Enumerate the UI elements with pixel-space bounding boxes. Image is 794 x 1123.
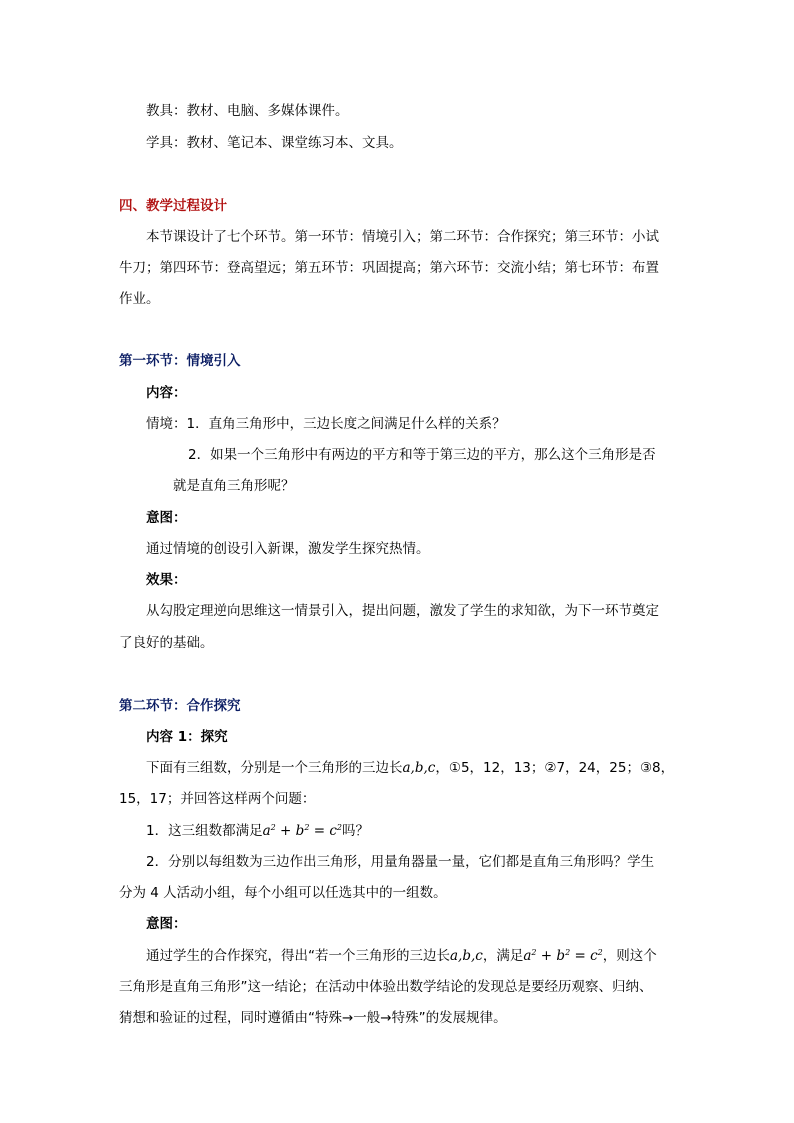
stage1-intent-label: 意图： [146,510,187,526]
section4-intro-line1: 本节课设计了七个环节。第一环节：情境引入；第二环节：合作探究；第三环节：小试 [146,229,659,245]
stage2-intent-line2: 三角形是直角三角形”这一结论；在活动中体验出数学结论的发现总是要经历观察、归纳、 [119,979,653,995]
learning-tools-line: 学具：教材、笔记本、课堂练习本、文具。 [146,135,403,151]
stage1-effect-label: 效果： [146,572,187,588]
stage1-effect-line2: 了良好的基础。 [119,635,214,651]
stage1-situation-2-line1: 2．如果一个三角形中有两边的平方和等于第三边的平方，那么这个三角形是否 [188,447,656,463]
stage2-question-2-line1: 2．分别以每组数为三边作出三角形，用量角器量一量，它们都是直角三角形吗？学生 [146,854,655,870]
teaching-tools-line: 教具：教材、电脑、多媒体课件。 [146,103,349,119]
section4-intro-line2: 牛刀；第四环节：登高望远；第五环节：巩固提高；第六环节：交流小结；第七环节：布置 [119,260,659,276]
intent-equation: $a^2 + b^2 = c^2$ [523,948,603,964]
sides-variables: a,b,c [402,760,436,776]
q1-text-pre: 1．这三组数都满足 [146,823,263,839]
stage1-situation-2-line2: 就是直角三角形呢？ [173,478,295,494]
q1-text-post: 吗？ [341,823,369,839]
stage2-intent-line1 [146,946,657,966]
stage1-effect-line1: 从勾股定理逆向思维这一情景引入，提出问题，激发了学生的求知欲，为下一环节奠定 [146,603,659,619]
stage2-question-2-line2: 分为 4 人活动小组，每个小组可以任选其中的一组数。 [119,885,447,901]
section4-intro-line3: 作业。 [119,291,160,307]
stage2-groups-line1 [146,758,674,778]
stage2-intent-line3: 猜想和验证的过程，同时遵循由“特殊→一般→特殊”的发展规律。 [119,1010,507,1026]
stage1-heading: 第一环节：情境引入 [119,353,241,369]
stage1-intent-text: 通过情境的创设引入新课，激发学生探究热情。 [146,541,430,557]
stage2-question-1 [146,821,369,841]
stage2-groups-line2: 15，17；并回答这样两个问题： [119,791,316,807]
stage2-heading: 第二环节：合作探究 [119,698,241,714]
intent-text-post: ，则这个 [602,948,657,964]
equation-pythagorean: $a^2 + b^2 = c^2$ [262,823,342,839]
stage1-situation-1: 情境：1．直角三角形中，三边长度之间满足什么样的关系？ [146,416,506,432]
intent-text-pre: 通过学生的合作探究，得出“若一个三角形的三边长 [146,948,450,964]
stage2-intent-label: 意图： [146,916,187,932]
stage1-content-label: 内容： [146,385,187,401]
groups-text-pre: 下面有三组数，分别是一个三角形的三边长 [146,760,403,776]
section4-heading: 四、教学过程设计 [119,198,227,214]
intent-text-mid: ，满足 [482,948,524,964]
groups-text-post: ，①5，12，13；②7，24，25；③8， [435,760,675,776]
intent-sides-variables: a,b,c [450,948,483,964]
stage2-content-label: 内容 1：探究 [146,729,228,745]
